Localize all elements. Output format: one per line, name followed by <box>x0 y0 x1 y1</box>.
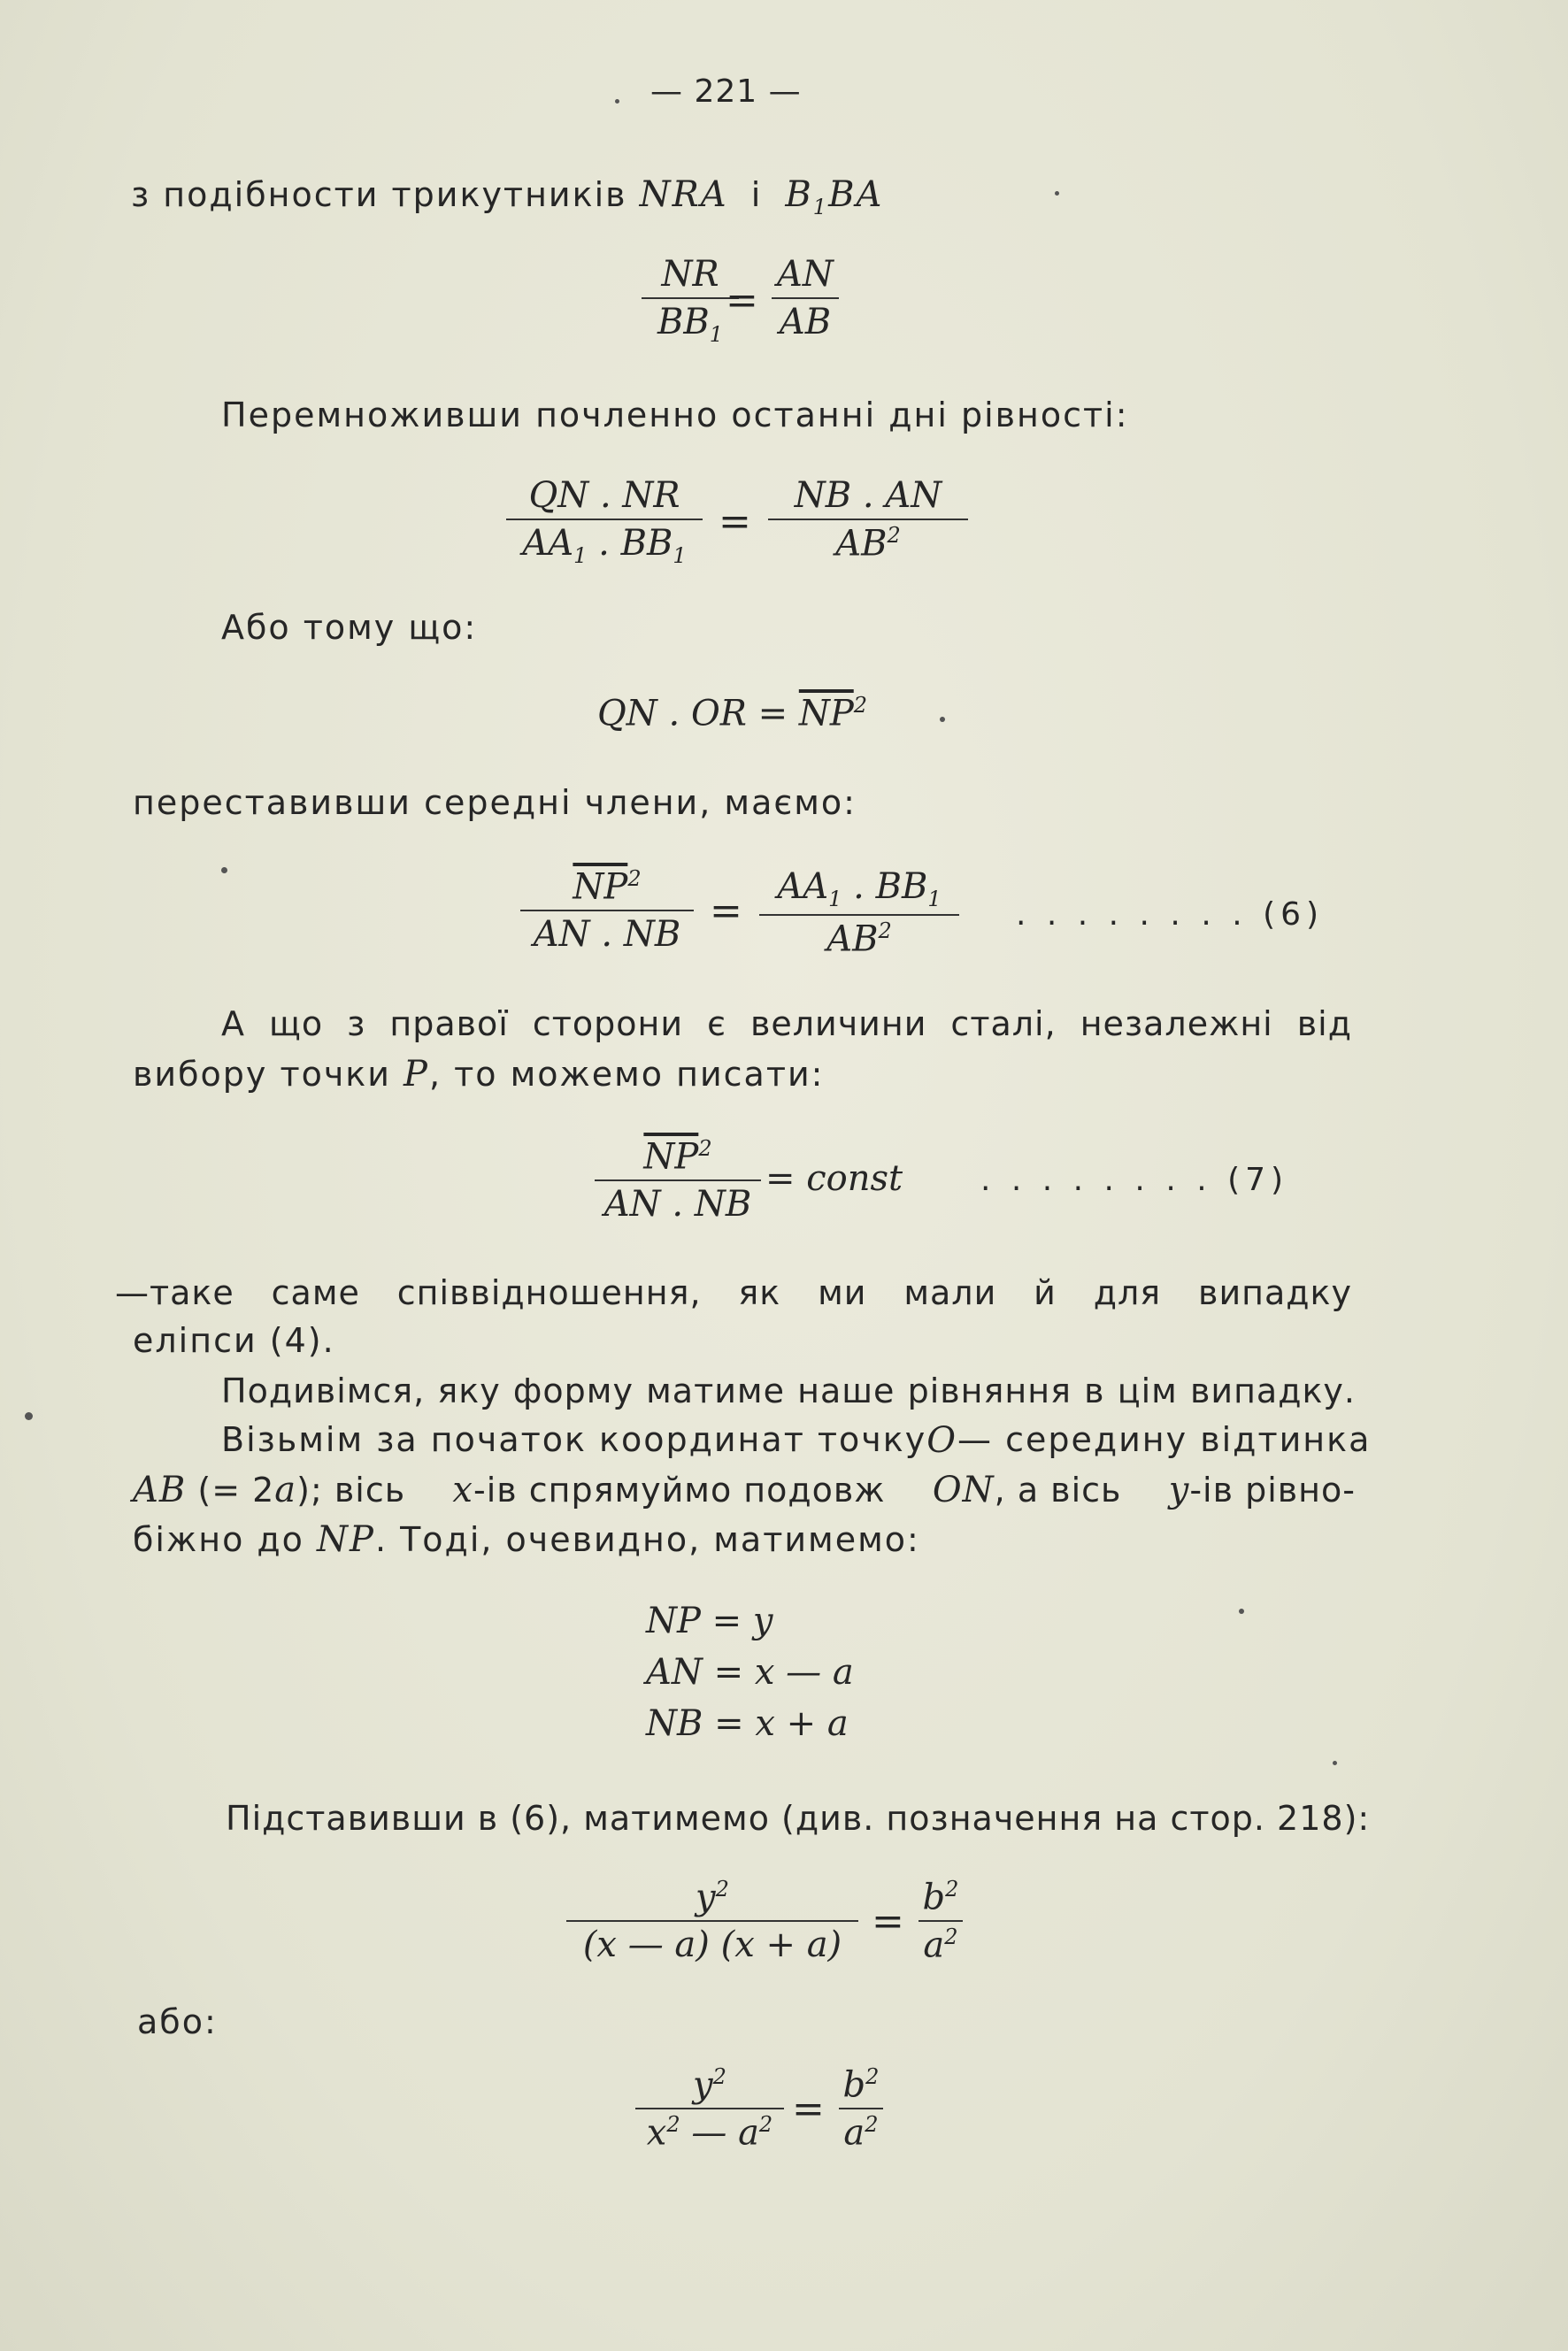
formula-1-den2: AB <box>779 302 832 342</box>
equation-label-6: . . . . . . . . (6) <box>1016 896 1325 933</box>
formula-5-num: $\overline{NP}$ <box>643 1136 699 1178</box>
var-y: y <box>1168 1470 1190 1510</box>
formula-7-lhs <box>566 1878 858 1964</box>
formula-1-num: NR <box>661 254 719 295</box>
formula-4-lhs <box>520 867 694 954</box>
triangle-nra: NRA <box>639 174 728 215</box>
formula-7-den2: a <box>923 1925 945 1966</box>
text-line-12-b: . Тоді, очевидно, матимемо: <box>374 1520 920 1559</box>
text-line-2: Перемноживши почленно останні дні рівності: <box>221 396 1129 434</box>
fraction-bar <box>759 914 959 916</box>
formula-8-num2: b <box>842 2064 866 2106</box>
formula-7-num: y <box>696 1877 716 1918</box>
dust-speck <box>221 867 227 873</box>
var-a: a <box>274 1470 297 1510</box>
page-number: — 221 — <box>650 73 802 110</box>
formula-2-den-b: . BB <box>587 523 673 564</box>
formula-8-num: y <box>693 2064 713 2106</box>
formula-2-den2: AB <box>835 523 888 565</box>
point-o: O <box>926 1420 957 1461</box>
text-line-12 <box>133 1519 920 1560</box>
formula-1-rhs <box>772 255 839 342</box>
text-line-12-a: біжно до <box>133 1520 304 1559</box>
formula-1-equals: = <box>726 278 758 323</box>
text-line-10-b: — середину відтинка <box>957 1420 1372 1459</box>
dust-speck <box>940 717 945 722</box>
fraction-bar <box>506 519 703 520</box>
formula-7-rhs <box>919 1878 963 1965</box>
formula-4-num2-sub2: 1 <box>927 887 942 911</box>
segment-np: NP <box>317 1519 375 1560</box>
dust-speck <box>1333 1761 1337 1765</box>
formula-2-den-sub1: 1 <box>573 543 588 568</box>
formula-5-rhs: = const <box>765 1158 903 1199</box>
dust-speck <box>1055 191 1059 196</box>
formula-5-den: AN . NB <box>603 1184 752 1225</box>
formula-3-equals: = <box>757 693 788 734</box>
fraction-bar <box>595 1179 761 1181</box>
text-line-13: Підставивши в (6), матимемо (див. позначення на стор. 218): <box>226 1799 1371 1838</box>
equation-label-7: . . . . . . . . (7) <box>980 1162 1289 1198</box>
formula-3 <box>597 693 868 734</box>
formula-8-den-sup1: 2 <box>666 2112 680 2138</box>
formula-7-num-sup: 2 <box>715 1877 729 1902</box>
formula-4-equals: = <box>710 888 742 933</box>
fraction-bar <box>642 297 739 299</box>
text-line-11-p4: , а вісь <box>994 1471 1122 1510</box>
formula-6-row-1: NP = y <box>646 1601 773 1641</box>
text-line-10 <box>221 1420 1372 1461</box>
fraction-bar <box>839 2108 883 2109</box>
formula-8-num2-sup: 2 <box>865 2064 880 2089</box>
formula-1-num2: AN <box>777 254 834 295</box>
formula-7-den: (x — a) (x + a) <box>582 1925 842 1966</box>
dust-speck <box>615 99 619 104</box>
text-line-11-p5: -ів рівно- <box>1189 1471 1356 1510</box>
formula-7-num2: b <box>922 1877 946 1918</box>
formula-2-rhs <box>768 476 968 563</box>
formula-8-lhs <box>635 2065 784 2153</box>
triangle-b1ba-rest: BA <box>828 174 884 215</box>
formula-4-den2-sup: 2 <box>878 918 892 944</box>
formula-3-rhs-sup: 2 <box>853 693 868 718</box>
text-line-4: переставивши середні члени, маємо: <box>133 783 857 822</box>
formula-2-lhs <box>506 476 703 567</box>
conjunction: і <box>750 175 763 214</box>
formula-1-den-sub: 1 <box>709 322 724 347</box>
formula-4-den2: AB <box>826 918 879 960</box>
dust-speck <box>25 1412 33 1420</box>
formula-8-num-sup: 2 <box>712 2064 726 2089</box>
point-p: P <box>404 1054 429 1095</box>
formula-7-equals: = <box>872 1899 904 1944</box>
formula-4-num2-b: . BB <box>842 866 928 907</box>
fraction-bar <box>520 910 694 911</box>
text-line-1-words: з подібности трикутників <box>131 175 627 214</box>
formula-4-rhs <box>759 867 959 959</box>
text-line-11-p1: (= 2 <box>197 1471 275 1510</box>
formula-8-equals: = <box>792 2086 825 2132</box>
formula-4-num2-sub1: 1 <box>828 887 842 911</box>
formula-8-rhs <box>839 2065 883 2153</box>
formula-1-lhs <box>642 255 739 346</box>
formula-6-row-2: AN = x — a <box>646 1652 854 1693</box>
text-line-11 <box>133 1472 1356 1508</box>
formula-8-den-a: x <box>646 2112 667 2154</box>
text-line-6-b: , то можемо писати: <box>428 1055 825 1094</box>
formula-4-den: AN . NB <box>533 914 681 956</box>
formula-8-den2: a <box>843 2112 865 2154</box>
formula-2-num: QN . NR <box>528 475 680 516</box>
text-line-10-a: Візьмім за початок координат точку <box>221 1420 927 1459</box>
text-line-11-p2: ); вісь <box>296 1471 406 1510</box>
text-line-14: або: <box>137 2002 218 2041</box>
text-line-5: А що з правої сторони є величини сталі, незалежні від <box>221 1004 1352 1043</box>
segment-on: ON <box>932 1470 995 1510</box>
text-line-1 <box>131 174 884 219</box>
formula-2-num2: NB . AN <box>794 475 942 516</box>
text-line-3: Або тому що: <box>221 608 478 647</box>
text-line-6 <box>133 1054 825 1095</box>
segment-ab: AB <box>133 1470 187 1510</box>
var-x: x <box>452 1470 473 1510</box>
text-line-7: —таке саме співвідношення, як ми мали й для випадку <box>115 1273 1352 1312</box>
formula-7-num2-sup: 2 <box>945 1877 959 1902</box>
formula-4-num-sup: 2 <box>627 866 642 891</box>
formula-5-num-sup: 2 <box>698 1136 712 1161</box>
formula-2-den-a: AA <box>522 523 574 564</box>
text-line-9: Подивімся, яку форму матиме наше рівняння в цім випадку. <box>221 1371 1356 1410</box>
formula-1-den: BB <box>657 302 710 342</box>
text-line-11-p3: -ів спрямуймо подовж <box>473 1471 886 1510</box>
text-line-8: еліпси (4). <box>133 1321 335 1360</box>
formula-3-lhs: QN . OR <box>597 693 747 734</box>
triangle-b1ba-b: B <box>785 174 813 215</box>
formula-4-num: $\overline{NP}$ <box>573 866 628 908</box>
formula-4-num2-a: AA <box>777 866 829 907</box>
formula-8-den-sup2: 2 <box>758 2112 773 2138</box>
formula-8-den2-sup: 2 <box>865 2112 879 2138</box>
formula-5-lhs <box>595 1137 761 1224</box>
formula-2-equals: = <box>719 499 751 544</box>
text-line-6-a: вибору точки <box>133 1055 391 1094</box>
formula-6-row-3: NB = x + a <box>646 1703 849 1744</box>
formula-3-rhs: $\overline{NP}$ <box>798 693 854 734</box>
fraction-bar <box>772 297 839 299</box>
formula-2-den2-sup: 2 <box>887 523 901 548</box>
triangle-b1ba-sub: 1 <box>812 195 829 219</box>
dust-speck <box>1239 1609 1244 1614</box>
fraction-bar <box>919 1920 963 1922</box>
formula-2-den-sub2: 1 <box>673 543 687 568</box>
formula-7-den2-sup: 2 <box>944 1925 958 1950</box>
fraction-bar <box>635 2108 784 2109</box>
fraction-bar <box>566 1920 858 1922</box>
fraction-bar <box>768 519 968 520</box>
formula-8-den-b: — a <box>680 2112 759 2154</box>
